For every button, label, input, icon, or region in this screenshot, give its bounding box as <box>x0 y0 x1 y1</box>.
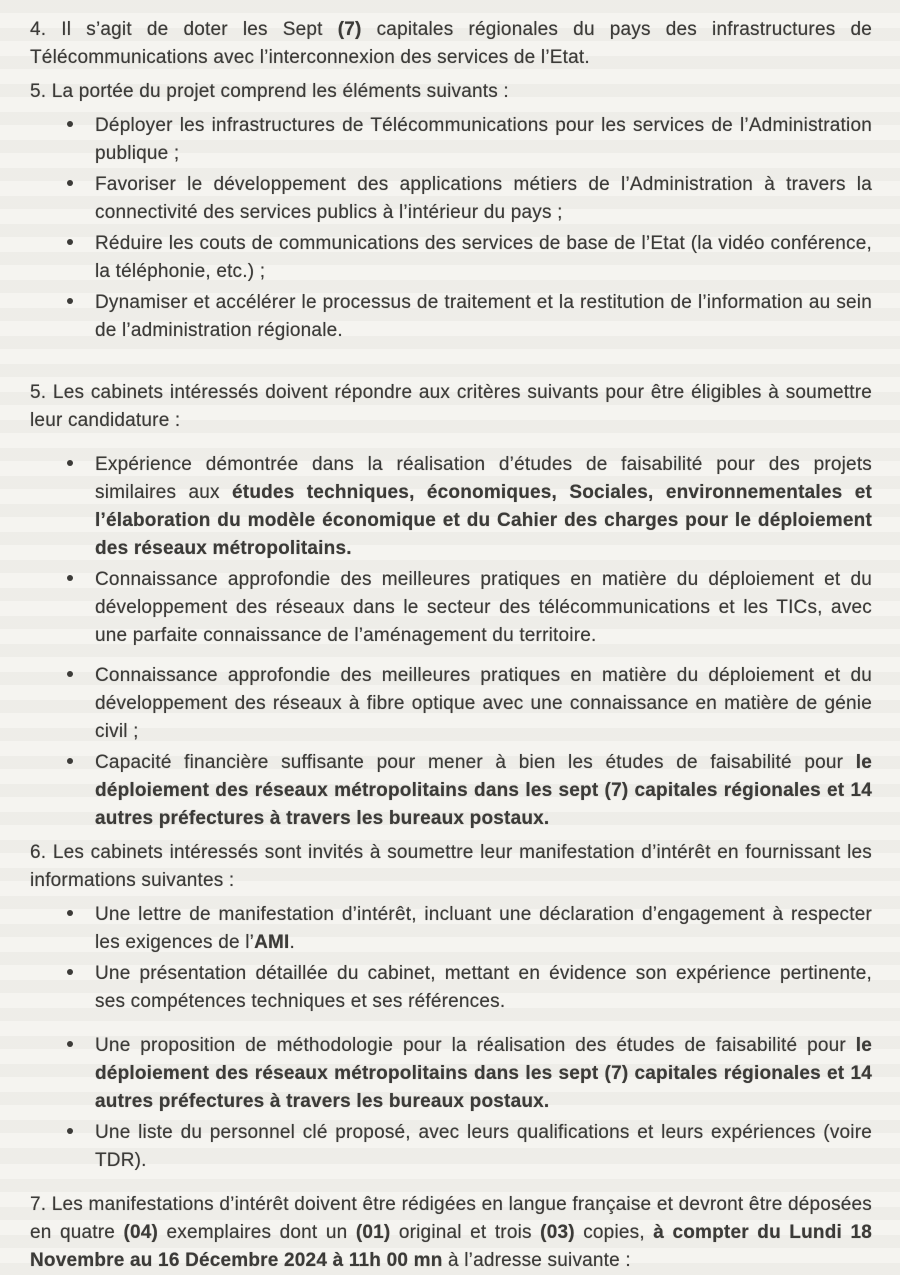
submission-bullet-list <box>30 901 872 1175</box>
bullet-icon <box>30 901 95 957</box>
list-item-text: Une présentation détaillée du cabinet, mettant en évidence son expérience pertinente, ses compétences techniques et ses références. <box>95 963 872 1012</box>
list-item <box>30 1119 872 1175</box>
paragraph-4: 4. Il s’agit de doter les Sept (7) capitales régionales du pays des infrastructures de Télécommunications avec l’interconnexion des services de l’Etat. <box>30 19 873 68</box>
list-item-text: Favoriser le développement des applications métiers de l’Administration à travers la connectivité des services publics à l’intérieur du pays ; <box>95 174 872 223</box>
bullet-icon <box>30 566 95 650</box>
list-item <box>30 749 872 833</box>
paragraph-6: 6. Les cabinets intéressés sont invités à soumettre leur manifestation d’intérêt en fournissant les informations suivantes : <box>30 842 872 891</box>
scope-bullet-list <box>30 112 872 345</box>
bullet-icon <box>30 1032 95 1116</box>
list-item <box>30 901 872 957</box>
list-item-text: Une lettre de manifestation d’intérêt, incluant une déclaration d’engagement à respecter les exigences de l’AMI. <box>95 904 872 953</box>
list-item <box>30 171 872 227</box>
bullet-icon <box>30 749 95 833</box>
list-item-text: Connaissance approfondie des meilleures pratiques en matière du déploiement et du développement des réseaux à fibre optique avec une connaissance en matière de génie civil ; <box>95 665 872 742</box>
list-item <box>30 112 872 168</box>
list-item <box>30 566 872 650</box>
bullet-icon <box>30 112 95 168</box>
list-item-text: Une liste du personnel clé proposé, avec leurs qualifications et leurs expériences (voire TDR). <box>95 1122 872 1171</box>
list-item <box>30 662 872 746</box>
list-item <box>30 960 872 1016</box>
list-item <box>30 230 872 286</box>
list-item-text: Expérience démontrée dans la réalisation d’études de faisabilité pour des projets similaires aux études techniques, économiques, Sociales, environnementales et l’élaboration du modèle économique et du Cahier des charges pour le déploiement des réseaux métropolitains. <box>95 454 872 559</box>
bullet-icon <box>30 451 95 563</box>
bullet-icon <box>30 1119 95 1175</box>
list-item-text: Réduire les couts de communications des services de base de l’Etat (la vidéo conférence, la téléphonie, etc.) ; <box>95 233 872 282</box>
bullet-icon <box>30 960 95 1016</box>
list-item-text: Une proposition de méthodologie pour la réalisation des études de faisabilité pour le déploiement des réseaux métropolitains dans les sept (7) capitales régionales et 14 autres préfectures à travers les bureaux postaux. <box>95 1035 872 1112</box>
paragraph-5-criteria-intro: 5. Les cabinets intéressés doivent répondre aux critères suivants pour être éligibles à soumettre leur candidature : <box>30 382 872 431</box>
list-item <box>30 1032 872 1116</box>
list-item <box>30 451 872 563</box>
bullet-icon <box>30 230 95 286</box>
paragraph-7: 7. Les manifestations d’intérêt doivent être rédigées en langue française et devront être déposées en quatre (04) exemplaires dont un (01) original et trois (03) copies, à compter du Lundi 18 Novembre au 16 Décembre 2024 à 11h 00 mn à l’adresse suivante : <box>30 1194 872 1271</box>
bullet-icon <box>30 171 95 227</box>
bullet-icon <box>30 289 95 345</box>
list-item-text: Dynamiser et accélérer le processus de traitement et la restitution de l’information au sein de l’administration régionale. <box>95 292 872 341</box>
paragraph-5-scope-intro: 5. La portée du projet comprend les éléments suivants : <box>30 81 509 102</box>
bullet-icon <box>30 662 95 746</box>
list-item-text: Déployer les infrastructures de Télécommunications pour les services de l’Administration publique ; <box>95 115 872 164</box>
list-item <box>30 289 872 345</box>
list-item-text: Capacité financière suffisante pour mener à bien les études de faisabilité pour le déploiement des réseaux métropolitains dans les sept (7) capitales régionales et 14 autres préfectures à travers les bureaux postaux. <box>95 752 872 829</box>
list-item-text: Connaissance approfondie des meilleures pratiques en matière du déploiement et du développement des réseaux dans le secteur des télécommunications et les TICs, avec une parfaite connaissance de l’aménagement du territoire. <box>95 569 872 646</box>
criteria-bullet-list <box>30 451 872 833</box>
